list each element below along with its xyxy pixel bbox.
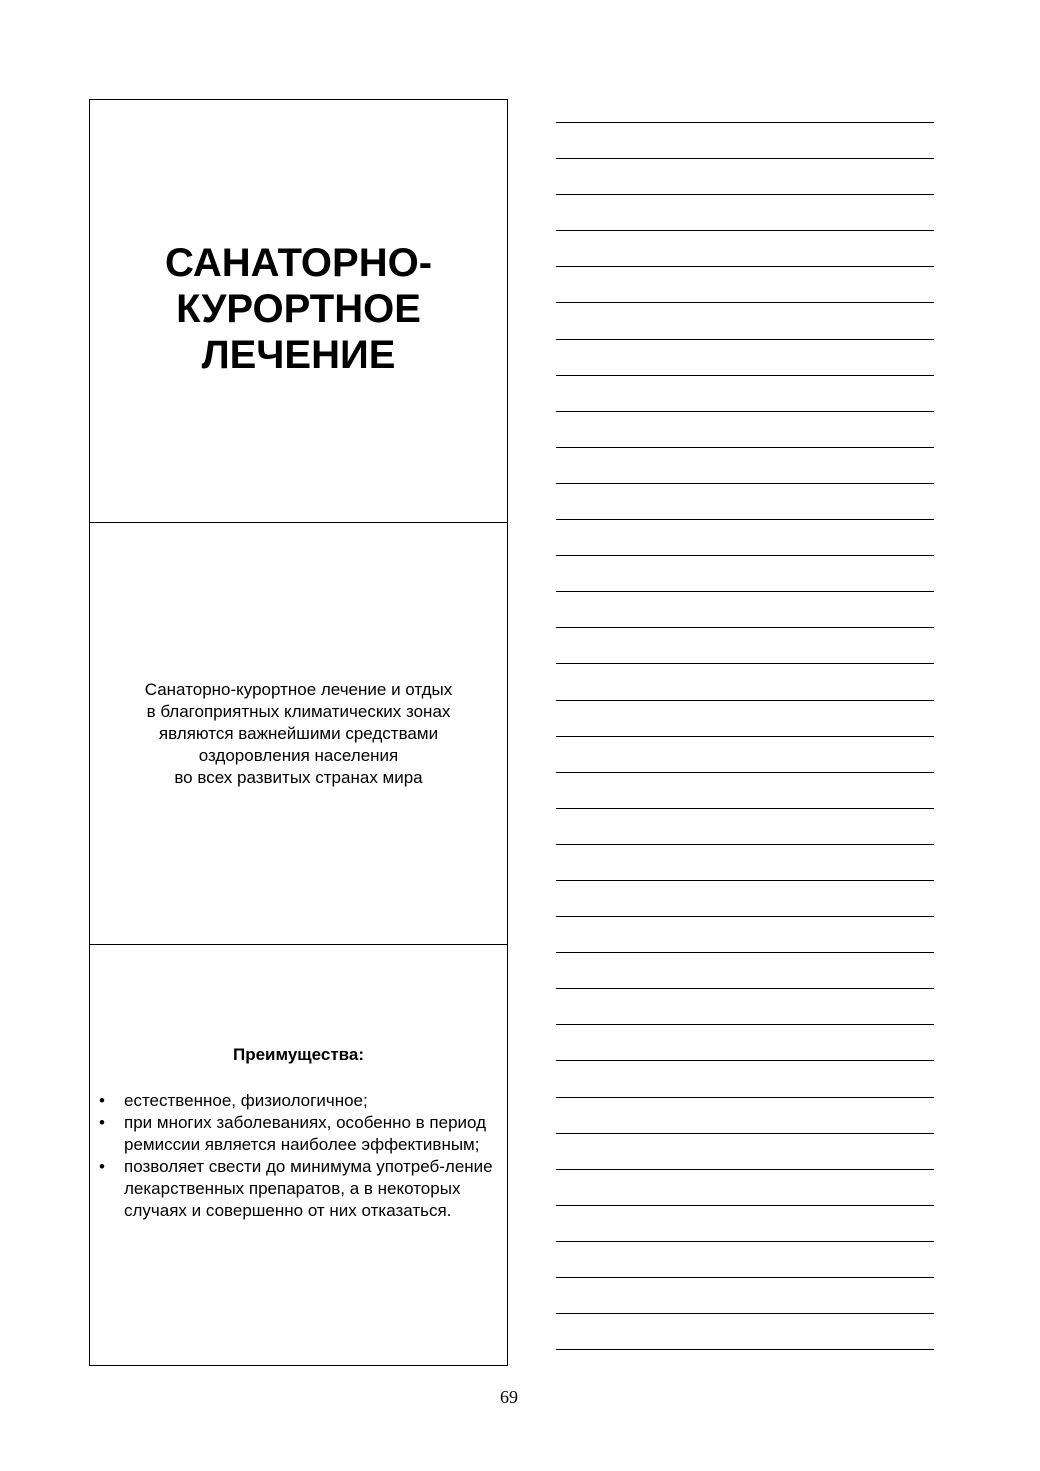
note-line: [556, 663, 934, 699]
note-line: [556, 1060, 934, 1096]
note-line: [556, 447, 934, 483]
note-line: [556, 627, 934, 663]
note-line: [556, 1349, 934, 1385]
page-number: 69: [500, 1387, 518, 1407]
list-item-text: при многих заболеваниях, особенно в период ремиссии является наиболее эффективным;: [124, 1113, 487, 1154]
note-line: [556, 880, 934, 916]
note-line: [556, 302, 934, 338]
bullet-icon: •: [99, 1157, 105, 1176]
note-line: [556, 736, 934, 772]
note-line: [556, 916, 934, 952]
note-line: [556, 1024, 934, 1060]
bullet-icon: •: [99, 1091, 105, 1110]
note-line: [556, 230, 934, 266]
intro-line: Санаторно-курортное лечение и отдых: [144, 680, 453, 699]
list-item-text: естественное, физиологичное;: [124, 1091, 368, 1110]
note-line: [556, 1097, 934, 1133]
list-item: [90, 1156, 499, 1222]
list-item-text: позволяет свести до минимума употреб-ление лекарственных препаратов, а в некоторых случаях и совершенно от них отказаться.: [124, 1157, 493, 1220]
list-item: [90, 1090, 499, 1112]
intro-line: являются важнейшими средствами: [158, 724, 439, 743]
note-line: [556, 1205, 934, 1241]
note-line: [556, 122, 934, 158]
slides-frame: [89, 99, 508, 1366]
note-line: [556, 591, 934, 627]
list-item: [90, 1112, 499, 1156]
note-line: [556, 555, 934, 591]
note-line: [556, 411, 934, 447]
slide-advantages: [90, 944, 507, 1365]
note-line: [556, 1241, 934, 1277]
note-line: [556, 700, 934, 736]
note-line: [556, 519, 934, 555]
slide-intro: [90, 522, 507, 944]
note-line: [556, 194, 934, 230]
bullet-icon: •: [99, 1113, 105, 1132]
advantages-heading: Преимущества:: [232, 1045, 364, 1064]
note-line: [556, 844, 934, 880]
intro-line: во всех развитых странах мира: [174, 768, 423, 787]
note-line: [556, 1277, 934, 1313]
note-line: [556, 483, 934, 519]
note-line: [556, 772, 934, 808]
note-line: [556, 266, 934, 302]
note-line: [556, 339, 934, 375]
notes-lines: [556, 122, 934, 1385]
intro-line: в благоприятных климатических зонах: [146, 702, 451, 721]
slide-title: САНАТОРНО- КУРОРТНОЕ ЛЕЧЕНИЕ: [164, 241, 433, 377]
note-line: [556, 952, 934, 988]
advantages-list: [90, 1090, 499, 1222]
intro-line: оздоровления населения: [198, 746, 399, 765]
note-line: [556, 1169, 934, 1205]
note-line: [556, 808, 934, 844]
note-line: [556, 375, 934, 411]
note-line: [556, 1313, 934, 1349]
slide-intro-text: [90, 679, 507, 789]
note-line: [556, 988, 934, 1024]
note-line: [556, 158, 934, 194]
note-line: [556, 1133, 934, 1169]
slide-title-card: [90, 100, 507, 522]
